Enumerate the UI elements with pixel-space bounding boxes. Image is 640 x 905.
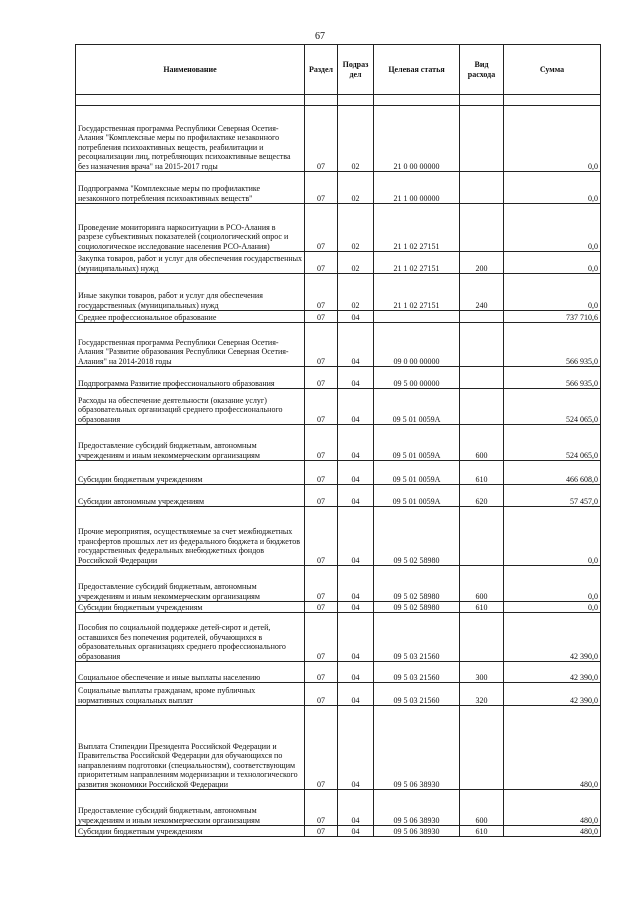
row-target: 09 5 02 58980	[374, 602, 460, 613]
budget-table	[75, 44, 601, 837]
row-section: 07	[305, 252, 338, 274]
row-sum: 0,0	[504, 106, 601, 172]
row-type	[460, 507, 504, 566]
row-sum: 466 608,0	[504, 461, 601, 485]
row-sum: 524 065,0	[504, 389, 601, 425]
row-name: Среднее профессиональное образование	[76, 311, 305, 323]
row-section: 07	[305, 507, 338, 566]
row-subsection: 04	[338, 566, 374, 602]
row-section: 07	[305, 706, 338, 790]
row-type	[460, 389, 504, 425]
row-sum: 0,0	[504, 172, 601, 204]
table-row	[76, 204, 601, 252]
row-type	[460, 172, 504, 204]
row-sum: 566 935,0	[504, 323, 601, 367]
row-subsection: 04	[338, 367, 374, 389]
table-row	[76, 172, 601, 204]
table-row	[76, 566, 601, 602]
row-name: Пособия по социальной поддержке детей-сирот и детей, оставшихся без попечения родителей, обучающихся в образовательных организациях среднего профессионального образования	[76, 613, 305, 662]
table-row	[76, 274, 601, 311]
table-row	[76, 662, 601, 683]
table-row	[76, 323, 601, 367]
table-row	[76, 311, 601, 323]
row-sum: 42 390,0	[504, 662, 601, 683]
row-section: 07	[305, 602, 338, 613]
row-name: Субсидии бюджетным учреждениям	[76, 461, 305, 485]
row-name: Предоставление субсидий бюджетным, автономным учреждениям и иным некоммерческим организациям	[76, 566, 305, 602]
table-spacer-row	[76, 95, 601, 106]
row-subsection: 02	[338, 106, 374, 172]
row-target: 09 5 03 21560	[374, 683, 460, 706]
row-section: 07	[305, 566, 338, 602]
row-type: 240	[460, 274, 504, 311]
row-target: 09 5 00 00000	[374, 367, 460, 389]
row-type: 620	[460, 485, 504, 507]
row-subsection: 02	[338, 172, 374, 204]
row-section: 07	[305, 485, 338, 507]
row-subsection: 04	[338, 311, 374, 323]
row-target: 09 5 02 58980	[374, 566, 460, 602]
row-section: 07	[305, 425, 338, 461]
row-target: 09 5 01 0059А	[374, 485, 460, 507]
row-name: Подпрограмма Развитие профессионального образования	[76, 367, 305, 389]
row-sum: 57 457,0	[504, 485, 601, 507]
row-subsection: 04	[338, 323, 374, 367]
row-type: 300	[460, 662, 504, 683]
row-type	[460, 706, 504, 790]
row-target: 09 5 03 21560	[374, 613, 460, 662]
row-sum: 0,0	[504, 274, 601, 311]
header-name: Наименование	[76, 45, 305, 95]
row-subsection: 04	[338, 790, 374, 826]
row-section: 07	[305, 613, 338, 662]
row-target: 21 0 00 00000	[374, 106, 460, 172]
row-section: 07	[305, 204, 338, 252]
row-sum: 0,0	[504, 252, 601, 274]
row-subsection: 02	[338, 204, 374, 252]
table-row	[76, 507, 601, 566]
row-type: 600	[460, 425, 504, 461]
row-section: 07	[305, 389, 338, 425]
row-target: 09 5 02 58980	[374, 507, 460, 566]
row-name: Социальные выплаты гражданам, кроме публичных нормативных социальных выплат	[76, 683, 305, 706]
row-target	[374, 311, 460, 323]
row-name: Субсидии автономным учреждениям	[76, 485, 305, 507]
row-subsection: 04	[338, 602, 374, 613]
row-type	[460, 367, 504, 389]
row-sum: 0,0	[504, 602, 601, 613]
row-target: 09 0 00 00000	[374, 323, 460, 367]
row-sum: 737 710,6	[504, 311, 601, 323]
row-sum: 566 935,0	[504, 367, 601, 389]
table-row	[76, 485, 601, 507]
row-type: 610	[460, 826, 504, 837]
row-section: 07	[305, 106, 338, 172]
row-section: 07	[305, 274, 338, 311]
row-subsection: 02	[338, 252, 374, 274]
page-number: 67	[315, 31, 325, 42]
row-sum: 480,0	[504, 790, 601, 826]
row-section: 07	[305, 311, 338, 323]
table-row	[76, 683, 601, 706]
row-name: Государственная программа Республики Северная Осетия-Алания "Комплексные меры по профилактике незаконного потребления психоактивных веществ, реабилитации и ресоциализации лиц, потребляющих психоактивные вещества без назначения врача" на 2015-2017 годы	[76, 106, 305, 172]
row-section: 07	[305, 662, 338, 683]
row-target: 21 1 02 27151	[374, 274, 460, 311]
row-section: 07	[305, 683, 338, 706]
row-subsection: 04	[338, 662, 374, 683]
row-name: Предоставление субсидий бюджетным, автономным учреждениям и иным некоммерческим организациям	[76, 790, 305, 826]
table-row	[76, 367, 601, 389]
row-type	[460, 106, 504, 172]
header-expense-type: Вид расхода	[460, 45, 504, 95]
row-section: 07	[305, 790, 338, 826]
row-type	[460, 613, 504, 662]
row-sum: 42 390,0	[504, 613, 601, 662]
header-sum: Сумма	[504, 45, 601, 95]
table-row	[76, 706, 601, 790]
row-sum: 480,0	[504, 706, 601, 790]
row-subsection: 04	[338, 461, 374, 485]
row-name: Выплата Стипендии Президента Российской Федерации и Правительства Российской Федерации для обучающихся по направлениям подготовки (специальностям), соответствующим приоритетным направлениям модернизации и технологического развития экономики Российской Федерации	[76, 706, 305, 790]
table-row	[76, 461, 601, 485]
row-section: 07	[305, 367, 338, 389]
table-row	[76, 425, 601, 461]
row-section: 07	[305, 826, 338, 837]
row-type: 610	[460, 461, 504, 485]
row-name: Государственная программа Республики Северная Осетия-Алания "Развитие образования Республики Северная Осетия-Алания" на 2014-2018 годы	[76, 323, 305, 367]
header-section: Раздел	[305, 45, 338, 95]
row-target: 09 5 01 0059А	[374, 461, 460, 485]
row-subsection: 04	[338, 613, 374, 662]
row-section: 07	[305, 323, 338, 367]
row-subsection: 02	[338, 274, 374, 311]
row-section: 07	[305, 461, 338, 485]
row-target: 09 5 06 38930	[374, 826, 460, 837]
row-target: 09 5 01 0059А	[374, 389, 460, 425]
table-row	[76, 602, 601, 613]
row-name: Субсидии бюджетным учреждениям	[76, 602, 305, 613]
row-sum: 0,0	[504, 566, 601, 602]
header-subsection: Подраз дел	[338, 45, 374, 95]
row-type	[460, 323, 504, 367]
table-header-row	[76, 45, 601, 95]
row-sum: 524 065,0	[504, 425, 601, 461]
row-type	[460, 311, 504, 323]
row-subsection: 04	[338, 683, 374, 706]
row-type: 320	[460, 683, 504, 706]
row-section: 07	[305, 172, 338, 204]
table-row	[76, 252, 601, 274]
row-subsection: 04	[338, 425, 374, 461]
row-sum: 480,0	[504, 826, 601, 837]
row-type: 610	[460, 602, 504, 613]
row-subsection: 04	[338, 507, 374, 566]
row-subsection: 04	[338, 826, 374, 837]
row-type	[460, 204, 504, 252]
row-subsection: 04	[338, 485, 374, 507]
row-target: 09 5 01 0059А	[374, 425, 460, 461]
row-name: Закупка товаров, работ и услуг для обеспечения государственных (муниципальных) нужд	[76, 252, 305, 274]
row-sum: 0,0	[504, 204, 601, 252]
table-row	[76, 389, 601, 425]
row-name: Проведение мониторинга наркоситуации в РСО-Алания в разрезе субъективных показателей (социологический опрос и социологическое исследование населения РСО-Алания)	[76, 204, 305, 252]
table-row	[76, 790, 601, 826]
row-name: Расходы на обеспечение деятельности (оказание услуг) образовательных организаций среднего профессионального образования	[76, 389, 305, 425]
table-row	[76, 826, 601, 837]
row-type: 200	[460, 252, 504, 274]
row-type: 600	[460, 790, 504, 826]
row-name: Прочие мероприятия, осуществляемые за счет межбюджетных трансфертов прошлых лет из федерального бюджета и бюджетов государственных федеральных внебюджетных фондов Российской Федерации	[76, 507, 305, 566]
table-row	[76, 613, 601, 662]
header-target: Целевая статья	[374, 45, 460, 95]
row-target: 09 5 06 38930	[374, 790, 460, 826]
row-sum: 0,0	[504, 507, 601, 566]
row-type: 600	[460, 566, 504, 602]
row-name: Иные закупки товаров, работ и услуг для обеспечения государственных (муниципальных) нужд	[76, 274, 305, 311]
table-row	[76, 106, 601, 172]
row-target: 09 5 06 38930	[374, 706, 460, 790]
row-subsection: 04	[338, 389, 374, 425]
row-target: 21 1 00 00000	[374, 172, 460, 204]
row-sum: 42 390,0	[504, 683, 601, 706]
row-name: Социальное обеспечение и иные выплаты населению	[76, 662, 305, 683]
row-name: Предоставление субсидий бюджетным, автономным учреждениям и иным некоммерческим организациям	[76, 425, 305, 461]
row-name: Субсидии бюджетным учреждениям	[76, 826, 305, 837]
row-target: 09 5 03 21560	[374, 662, 460, 683]
row-target: 21 1 02 27151	[374, 204, 460, 252]
row-name: Подпрограмма "Комплексные меры по профилактике незаконного потребления психоактивных веществ"	[76, 172, 305, 204]
row-subsection: 04	[338, 706, 374, 790]
row-target: 21 1 02 27151	[374, 252, 460, 274]
